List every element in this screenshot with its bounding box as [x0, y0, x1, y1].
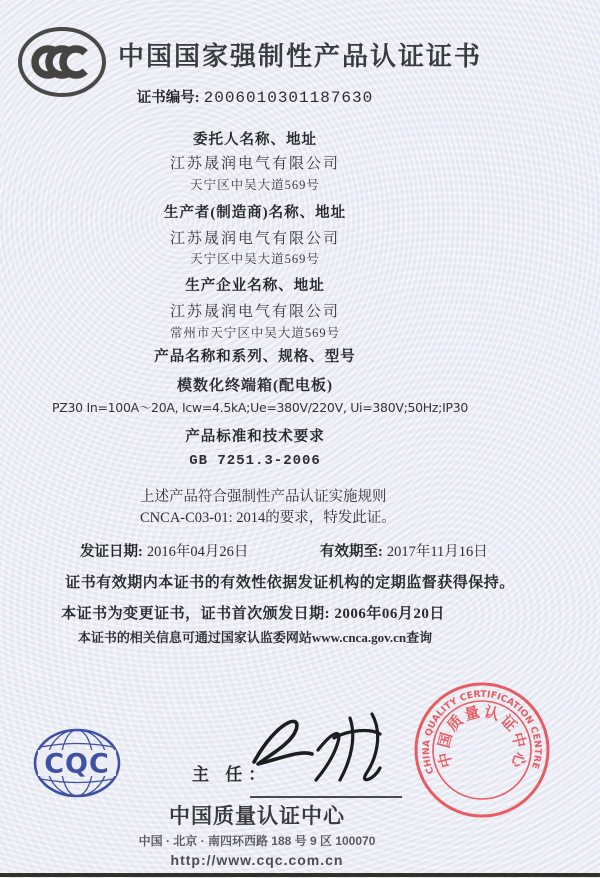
stamp-ring-text: CHINA QUALITY CERTIFICATION CENTRE [420, 688, 544, 776]
director-label: 主 任： [192, 765, 272, 784]
standard-heading: 产品标准和技术要求 [185, 429, 325, 445]
org-url: http://www.cqc.com.cn [170, 852, 344, 868]
product-spec: PZ30 In=100A～20A, Icw=4.5kA;Ue=380V/220V, Ui=380V;50Hz;IP30 [51, 400, 469, 415]
stamp-char: 证 [497, 712, 520, 735]
compliance-statement [140, 487, 396, 529]
org-name: 中国质量认证中心 [169, 804, 345, 828]
applicant-name: 江苏晟润电气有限公司 [169, 156, 340, 172]
manufacturer-address: 天宁区中吴大道569号 [190, 252, 320, 266]
cqc-logo-text: CQC [44, 748, 110, 780]
factory-heading: 生产企业名称、地址 [185, 278, 325, 294]
stamp-char: 量 [463, 704, 482, 724]
cert-number-row [0, 86, 510, 107]
signature-line [250, 796, 402, 798]
red-stamp [407, 675, 557, 825]
issue-date-value: 2016年04月26日 [146, 544, 249, 560]
cert-number-value: 2006010301187630 [203, 89, 374, 107]
expiry-date-label: 有效期至: [320, 544, 383, 560]
bottom-edge-line [0, 873, 600, 877]
validity-note: 证书有效期内本证书的有效性依据发证机构的定期监督获得保持。 [65, 575, 515, 591]
expiry-date-row [320, 540, 488, 561]
info-note: 本证书的相关信息可通过国家认监委网站www.cnca.gov.cn查询 [77, 630, 433, 645]
product-name: 模数化终端箱(配电板) [177, 378, 333, 394]
manufacturer-name: 江苏晟润电气有限公司 [169, 231, 340, 247]
issue-date-row [80, 540, 248, 561]
expiry-date-value: 2017年11月16日 [386, 544, 488, 560]
stamp-char: 认 [482, 704, 501, 724]
stamp-char: 质 [444, 712, 467, 735]
manufacturer-heading: 生产者(制造商)名称、地址 [163, 205, 347, 221]
applicant-address: 天宁区中吴大道569号 [190, 178, 320, 192]
statement-line2: CNCA-C03-01: 2014的要求，特发此证。 [140, 510, 396, 526]
stamp-char: 国 [436, 731, 456, 750]
statement-line1: 上述产品符合强制性产品认证实施规则 [140, 489, 387, 505]
change-note: 本证书为变更证书，证书首次颁发日期: 2006年06月20日 [61, 606, 445, 622]
stamp-char: 心 [508, 750, 528, 769]
standard-value: GB 7251.3-2006 [189, 453, 321, 469]
issue-date-label: 发证日期: [80, 544, 143, 560]
factory-address: 常州市天宁区中吴大道569号 [169, 326, 341, 340]
stamp-char: 中 [508, 731, 528, 750]
applicant-heading: 委托人名称、地址 [193, 132, 317, 148]
org-address: 中国 · 北京 · 南四环西路 188 号 9 区 100070 [138, 834, 376, 848]
factory-name: 江苏晟润电气有限公司 [169, 304, 340, 320]
cqc-logo-icon [32, 726, 122, 800]
product-heading: 产品名称和系列、规格、型号 [154, 349, 356, 365]
stamp-char: 中 [436, 750, 456, 769]
cert-number-label: 证书编号: [136, 90, 200, 106]
director-signature [246, 706, 408, 794]
certificate-title: 中国国家强制性产品认证证书 [117, 42, 482, 71]
